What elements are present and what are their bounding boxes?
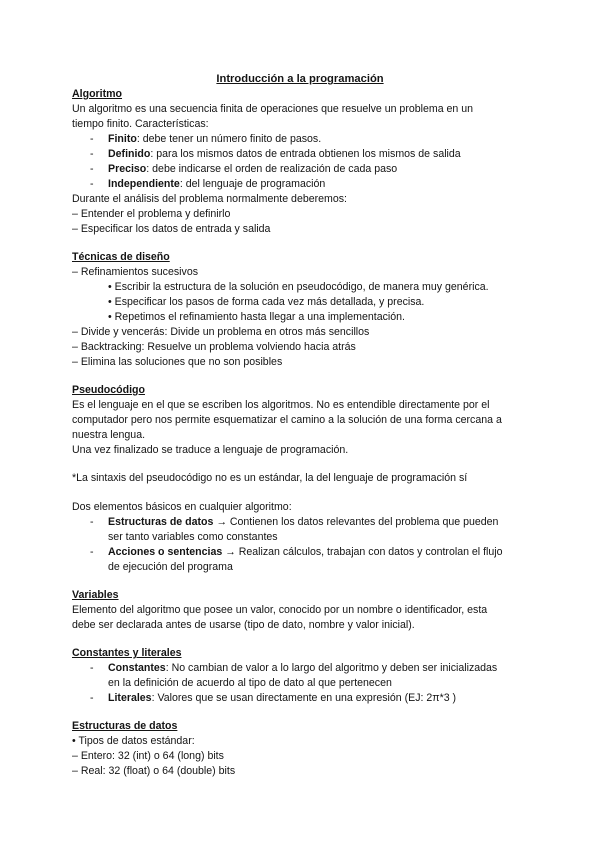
dash-marker: - [90,692,94,704]
dash-marker: - [90,133,94,145]
element-text: Realizan cálculos, trabajan con datos y controlan el flujo [238,546,503,558]
heading-tecnicas: Técnicas de diseño [72,251,170,263]
heading-variables: Variables [72,589,119,601]
heading-constantes: Constantes y literales [72,647,182,659]
analysis-step: – Entender el problema y definirlo [72,208,231,220]
refinamiento-bullet: • Especificar los pasos de forma cada vez más detallada, y precisa. [108,296,425,308]
feature-finito [108,132,321,147]
analysis-line: Durante el análisis del problema normalmente deberemos: [72,193,347,205]
pseudocodigo-line: computador pero nos permite esquematizar el camino a la solución de una forma cercana a [72,414,502,426]
arrow-icon: → [222,546,239,558]
item-text: : No cambian de valor a lo largo del algoritmo y deben ser inicializadas [165,662,498,674]
pseudocodigo-line: Una vez finalizado se traduce a lenguaje de programación. [72,444,349,456]
dash-marker: - [90,163,94,175]
estructuras-line: – Real: 32 (float) o 64 (double) bits [72,765,236,777]
feature-term: Independiente [108,178,180,190]
feature-text: : para los mismos datos de entrada obtienen los mismos de salida [150,148,461,160]
dash-marker: - [90,148,94,160]
variables-line: debe ser declarada antes de usarse (tipo de dato, nombre y valor inicial). [72,619,415,631]
feature-preciso [108,162,397,177]
dash-marker: - [90,546,94,558]
feature-text: : debe tener un número finito de pasos. [136,133,322,145]
algoritmo-intro-line-2: tiempo finito. Características: [72,118,209,130]
tecnica-item: – Divide y vencerás: Divide un problema en otros más sencillos [72,326,370,338]
heading-estructuras: Estructuras de datos [72,720,178,732]
element-acciones-cont: de ejecución del programa [108,561,233,573]
pseudocodigo-note: *La sintaxis del pseudocódigo no es un estándar, la del lenguaje de programación sí [72,472,468,484]
heading-algoritmo: Algoritmo [72,88,123,100]
element-acciones [108,545,503,560]
tecnica-item: – Elimina las soluciones que no son posibles [72,356,283,368]
estructuras-line: • Tipos de datos estándar: [72,735,195,747]
item-constantes-cont: en la definición de acuerdo al tipo de dato al que pertenecen [108,677,392,689]
feature-text: : del lenguaje de programación [179,178,326,190]
heading-pseudocodigo: Pseudocódigo [72,384,145,396]
dash-marker: - [90,178,94,190]
page-title: Introducción a la programación [216,73,384,85]
estructuras-line: – Entero: 32 (int) o 64 (long) bits [72,750,224,762]
dash-marker: - [90,662,94,674]
tecnica-item: – Backtracking: Resuelve un problema volviendo hacia atrás [72,341,356,353]
feature-term: Preciso [108,163,147,175]
feature-term: Finito [108,133,137,145]
refinamiento-bullet: • Escribir la estructura de la solución en pseudocódigo, de manera muy genérica. [108,281,489,293]
refinamiento-bullet: • Repetimos el refinamiento hasta llegar a una implementación. [108,311,405,323]
dash-marker: - [90,516,94,528]
item-term: Constantes [108,662,166,674]
item-text: : Valores que se usan directamente en una expresión (EJ: 2π*3 ) [151,692,457,704]
item-constantes [108,661,497,676]
item-term: Literales [108,692,152,704]
element-term: Acciones o sentencias [108,546,223,558]
analysis-step: – Especificar los datos de entrada y salida [72,223,271,235]
feature-term: Definido [108,148,151,160]
algoritmo-intro-line-1: Un algoritmo es una secuencia finita de operaciones que resuelve un problema en un [72,103,474,115]
element-term: Estructuras de datos [108,516,214,528]
elements-intro: Dos elementos básicos en cualquier algoritmo: [72,501,292,513]
element-estructuras [108,515,498,530]
item-literales [108,691,456,706]
element-estructuras-cont: ser tanto variables como constantes [108,531,278,543]
feature-text: : debe indicarse el orden de realización de cada paso [146,163,398,175]
feature-definido [108,147,461,162]
tecnica-refinamiento: – Refinamientos sucesivos [72,266,199,278]
element-text: Contienen los datos relevantes del problema que pueden [229,516,499,528]
variables-line: Elemento del algoritmo que posee un valor, conocido por un nombre o identificador, esta [72,604,488,616]
feature-independiente [108,177,325,192]
arrow-icon: → [213,516,230,528]
pseudocodigo-line: nuestra lengua. [72,429,146,441]
pseudocodigo-line: Es el lenguaje en el que se escriben los algoritmos. No es entendible directamente por el [72,399,490,411]
